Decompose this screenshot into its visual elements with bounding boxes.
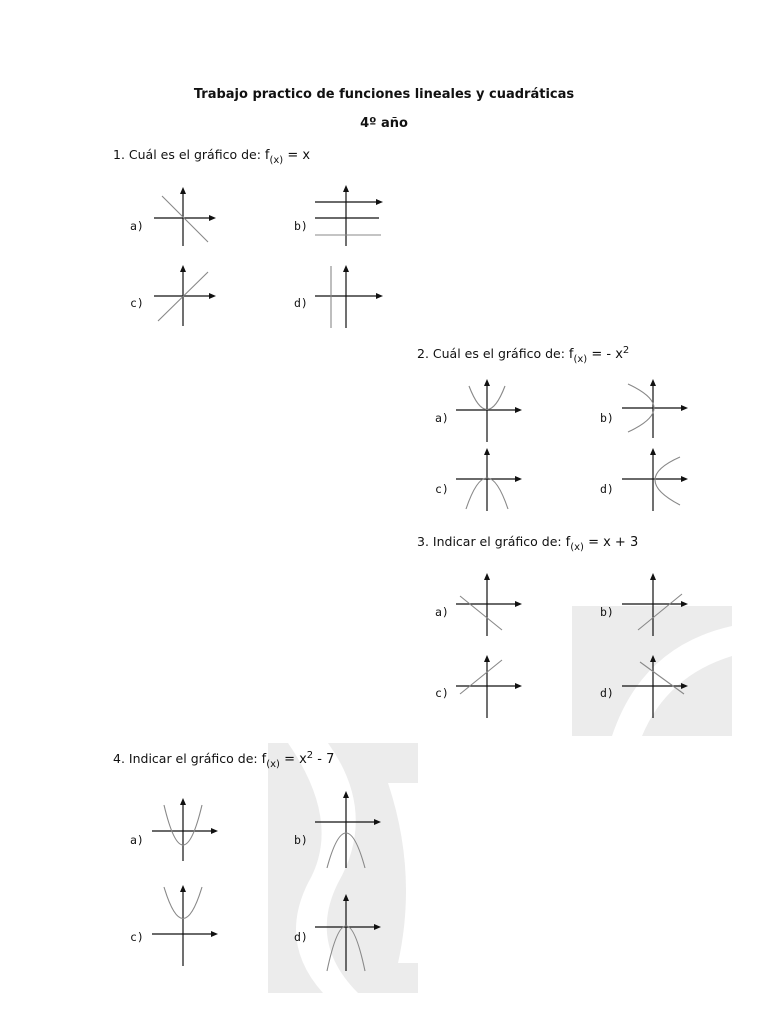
graph-1b[interactable] [313, 184, 383, 246]
graph-2a[interactable] [454, 378, 526, 444]
graph-2d[interactable] [620, 447, 692, 513]
graph-1d[interactable] [313, 264, 385, 330]
question-prompt: 3. Indicar el gráfico de: [417, 534, 562, 549]
option-label: d) [294, 296, 308, 310]
function-expression: $f_{(x)} = x + 3$ [565, 535, 639, 553]
option-label: c) [130, 296, 144, 310]
graph-2c[interactable] [454, 447, 526, 513]
option-label: b) [600, 605, 614, 619]
option-label: d) [600, 686, 614, 700]
graph-1a[interactable] [150, 186, 220, 248]
option-label: b) [600, 411, 614, 425]
function-expression: $f_{(x)} = x^2 - 7$ [261, 750, 335, 770]
option-label: b) [294, 219, 308, 233]
option-label: a) [130, 219, 144, 233]
graph-4c[interactable] [150, 884, 222, 966]
graph-2b[interactable] [620, 378, 692, 438]
option-label: a) [435, 411, 449, 425]
question-prompt: 2. Cuál es el gráfico de: [417, 346, 565, 361]
question-2 [417, 345, 629, 365]
question-3 [417, 534, 638, 553]
grade-label: 4º año [360, 116, 408, 131]
graph-4b[interactable] [313, 790, 385, 870]
option-label: c) [435, 686, 449, 700]
document-title: Trabajo practico de funciones lineales y cuadráticas [193, 87, 575, 102]
option-label: c) [130, 930, 144, 944]
graph-3c[interactable] [454, 654, 526, 720]
question-prompt: 1. Cuál es el gráfico de: [113, 147, 261, 162]
graph-4a[interactable] [150, 797, 222, 863]
question-prompt: 4. Indicar el gráfico de: [113, 751, 258, 766]
graph-3d[interactable] [620, 654, 692, 720]
option-label: a) [435, 605, 449, 619]
graph-4d[interactable] [313, 893, 385, 973]
option-label: d) [294, 930, 308, 944]
function-expression: $f_{(x)} = x$ [264, 148, 311, 166]
option-label: d) [600, 482, 614, 496]
question-1 [113, 147, 310, 166]
function-expression: $f_{(x)}$ = - $x^2$ [568, 345, 630, 365]
option-label: a) [130, 833, 144, 847]
graph-3b[interactable] [620, 572, 692, 638]
graph-1c[interactable] [150, 264, 220, 326]
graph-3a[interactable] [454, 572, 526, 638]
option-label: c) [435, 482, 449, 496]
question-4 [113, 750, 334, 770]
option-label: b) [294, 833, 308, 847]
